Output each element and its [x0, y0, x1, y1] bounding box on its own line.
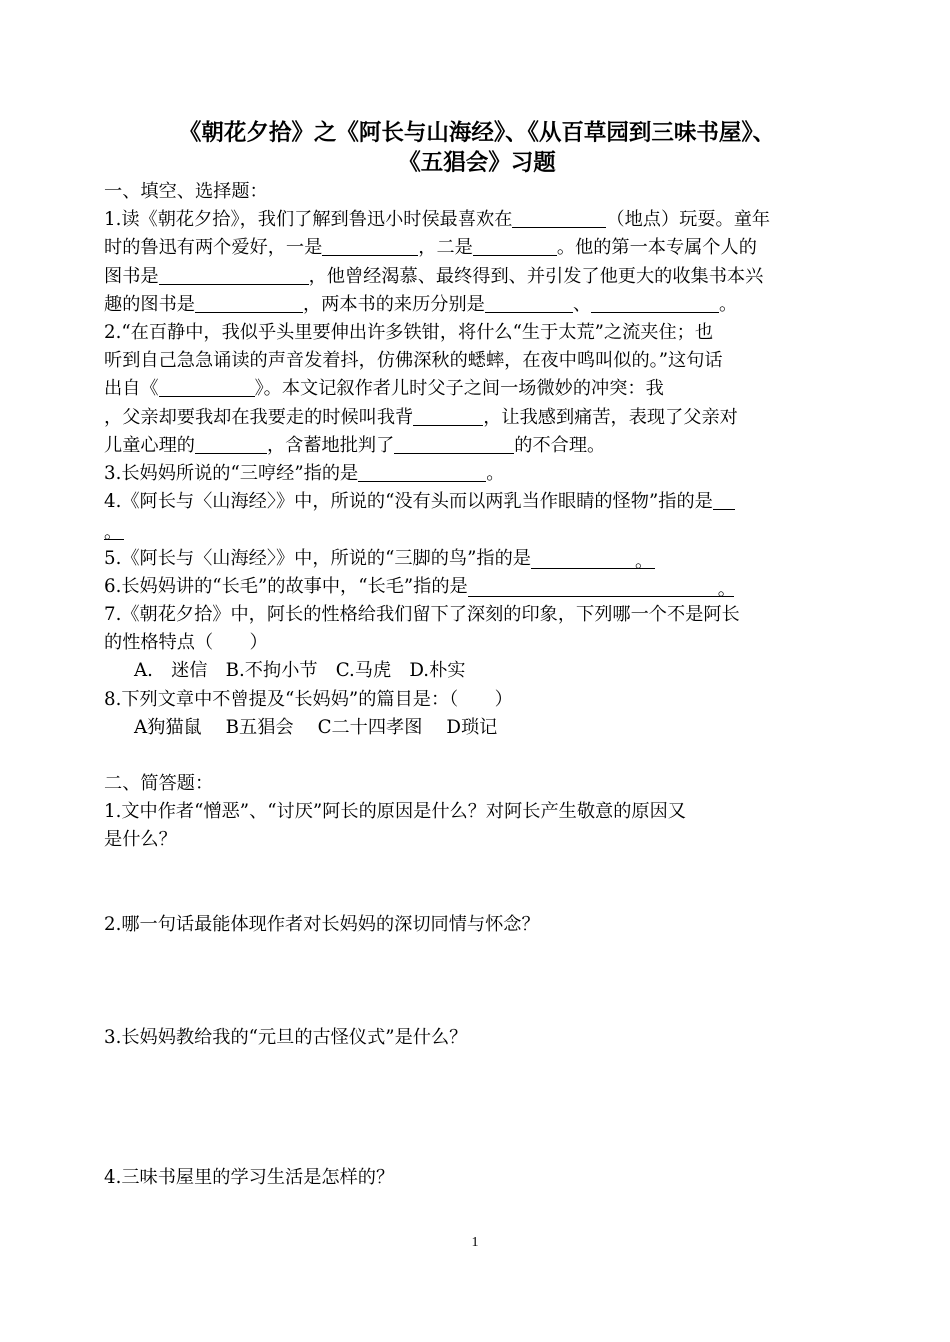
answer-blank[interactable] — [394, 433, 514, 454]
sa-q3-line: 3.长妈妈教给我的“元旦的古怪仪式”是什么？ — [104, 1026, 468, 1048]
q1-text: 图书是 — [104, 265, 159, 287]
title-line-2: 《五猖会》习题 — [398, 150, 556, 176]
title-line-1: 《朝花夕拾》之《阿长与山海经》、《从百草园到三味书屋》、 — [178, 120, 776, 146]
q1-line-3 — [104, 263, 850, 291]
answer-blank[interactable] — [195, 292, 303, 313]
q1-text: 趣的图书是 — [104, 293, 195, 315]
sa-q1-line-1: 1.文中作者“憎恶”、“讨厌”阿长的原因是什么？对阿长产生敬意的原因又 — [104, 801, 686, 823]
q1-text: ，他曾经渴慕、最终得到、并引发了他更大的收集书本兴 — [308, 265, 764, 287]
sa-q4-line: 4.三味书屋里的学习生活是怎样的？ — [104, 1167, 395, 1189]
q5-line — [104, 545, 850, 573]
q6-text: 6.长妈妈讲的“长毛”的故事中，“长毛”指的是 — [104, 575, 468, 597]
q2-text: 出自《 — [104, 378, 159, 400]
q1-text: ，二是 — [418, 237, 473, 259]
q2-text: 》。本文记叙作者儿时父子之间一场微妙的冲突：我 — [254, 378, 664, 400]
answer-blank[interactable] — [322, 235, 418, 256]
q1-line-4 — [104, 291, 850, 319]
q6-text: 。 — [717, 578, 736, 600]
answer-space[interactable] — [104, 1052, 850, 1164]
q2-line-1: 2.“在百静中，我似乎头里要伸出许多铁钳，将什么“生于太荒”之流夹住；也 — [104, 322, 714, 344]
section2-heading: 二、简答题： — [104, 773, 214, 795]
answer-blank[interactable] — [468, 576, 736, 600]
q1-line-1 — [104, 206, 850, 234]
q5-text: 。 — [634, 550, 654, 572]
q2-text: 儿童心理的 — [104, 434, 195, 456]
q7-line-1: 7.《朝花夕拾》中，阿长的性格给我们留下了深刻的印象，下列哪一个不是阿长 — [104, 604, 740, 626]
q1-text: （地点）玩耍。童年 — [606, 209, 771, 231]
answer-blank[interactable] — [413, 405, 483, 426]
answer-blank[interactable] — [104, 519, 124, 544]
answer-blank[interactable] — [531, 548, 655, 572]
q2-line-5 — [104, 432, 850, 460]
q3-line — [104, 460, 850, 488]
worksheet — [104, 118, 850, 1192]
answer-blank[interactable] — [159, 264, 309, 285]
q6-line — [104, 573, 850, 601]
q1-text: ，两本书的来历分别是 — [302, 293, 485, 315]
q1-text: 时的鲁迅有两个爱好，一是 — [104, 237, 323, 259]
q3-text: 。 — [486, 463, 505, 485]
answer-blank[interactable] — [159, 376, 255, 397]
sa-q2-line: 2.哪一句话最能体现作者对长妈妈的深切同情与怀念？ — [104, 913, 540, 935]
q1-text: 、 — [572, 293, 592, 315]
q2-line-2: 听到自己急急诵读的声音发着抖，仿佛深秋的蟋蟀，在夜中鸣叫似的。”这句话 — [104, 350, 723, 372]
answer-blank[interactable] — [485, 292, 573, 313]
q5-text: 5.《阿长与〈山海经〉》中，所说的“三脚的鸟”指的是 — [104, 547, 531, 569]
q2-text: ，含蓄地批判了 — [266, 434, 395, 456]
q4-line-1 — [104, 488, 850, 516]
q1-text: 。 — [719, 293, 738, 315]
answer-blank[interactable] — [473, 235, 557, 256]
answer-space[interactable] — [104, 855, 850, 911]
answer-blank[interactable] — [713, 489, 735, 510]
q2-text: 的不合理。 — [514, 434, 606, 456]
page-number: 1 — [471, 1235, 479, 1250]
sa-q1-line-2: 是什么？ — [104, 829, 177, 851]
q4-line-2 — [104, 516, 850, 544]
q8-options: A狗猫鼠 B五猖会 C二十四孝图 D琐记 — [134, 716, 498, 738]
section1-heading: 一、填空、选择题： — [104, 181, 268, 202]
q2-text: ，让我感到痛苦，表现了父亲对 — [483, 406, 738, 428]
q1-line-2 — [104, 234, 850, 262]
q2-line-3 — [104, 375, 850, 403]
answer-blank[interactable] — [358, 461, 486, 482]
spacer — [104, 742, 850, 770]
q7-line-2: 的性格特点（ ） — [104, 632, 268, 654]
q4-text: 4.《阿长与〈山海经〉》中，所说的“没有头而以两乳当作眼睛的怪物”指的是 — [104, 491, 713, 513]
q7-options: A. 迷信 B.不拘小节 C.马虎 D.朴实 — [134, 660, 466, 682]
q2-line-4 — [104, 404, 850, 432]
q4-text: 。 — [104, 522, 123, 544]
answer-space[interactable] — [104, 939, 850, 1024]
answer-blank[interactable] — [512, 207, 606, 228]
q3-text: 3.长妈妈所说的“三哼经”指的是 — [104, 463, 359, 485]
q1-text: 。他的第一本专属个人的 — [556, 237, 757, 259]
q2-text: ，父亲却要我却在我要走的时候叫我背 — [104, 406, 414, 428]
answer-blank[interactable] — [591, 292, 719, 313]
q8-line-1: 8.下列文章中不曾提及“长妈妈”的篇目是：（ ） — [104, 688, 513, 710]
q1-text: 1.读《朝花夕拾》，我们了解到鲁迅小时侯最喜欢在 — [104, 209, 513, 231]
answer-blank[interactable] — [195, 433, 267, 454]
